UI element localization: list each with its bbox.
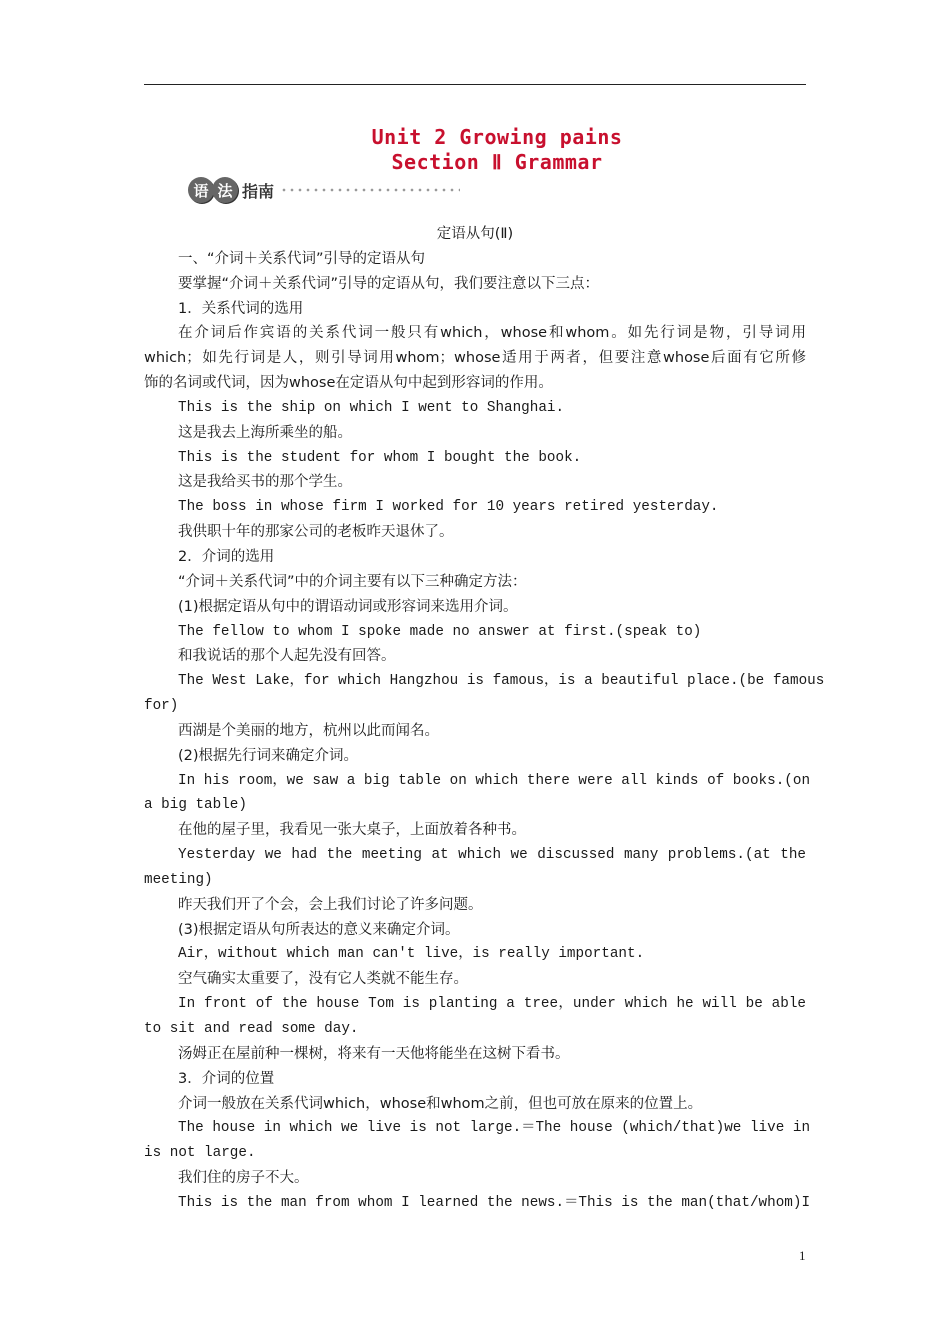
- text-line: 我们住的房子不大。: [178, 1170, 309, 1187]
- text-line: This is the man from whom I learned the news.＝This is the man(that/whom)I: [178, 1194, 811, 1211]
- text-line: This is the student for whom I bought the book.: [178, 449, 582, 466]
- text-line: 一、“介词＋关系代词”引导的定语从句: [178, 250, 426, 267]
- text-line: 和我说话的那个人起先没有回答。: [178, 648, 396, 665]
- text-line: for): [144, 698, 179, 715]
- text-line: (1)根据定语从句中的谓语动词或形容词来选用介词。: [178, 598, 518, 615]
- text-line: 饰的名词或代词，因为whose在定语从句中起到形容词的作用。: [144, 375, 553, 392]
- text-line: In front of the house Tom is planting a tree，under which he will be able: [178, 996, 806, 1013]
- banner-char-1: 语: [188, 177, 214, 203]
- text-line: which；如先行词是人，则引导词用whom；whose适用于两者，但要注意whose后面有它所修: [144, 350, 806, 367]
- text-line: 要掌握“介词＋关系代词”引导的定语从句，我们要注意以下三点：: [178, 275, 600, 292]
- text-line: The boss in whose firm I worked for 10 years retired yesterday.: [178, 499, 719, 516]
- text-line: 1．关系代词的选用: [178, 300, 304, 317]
- text-line: 西湖是个美丽的地方，杭州以此而闻名。: [178, 722, 439, 739]
- text-line: 这是我去上海所乘坐的船。: [178, 424, 352, 441]
- text-line: Air，without which man can't live，is really important.: [178, 946, 645, 963]
- text-line: meeting): [144, 871, 213, 888]
- text-line: The house in which we live is not large.＝The house (which/that)we live in: [178, 1120, 811, 1137]
- text-line: (2)根据先行词来确定介词。: [178, 747, 359, 764]
- grammar-guide-banner: [188, 176, 460, 204]
- banner-dotted-line: [280, 187, 460, 193]
- text-line: 定语从句(Ⅱ): [436, 226, 514, 242]
- text-line: to sit and read some day.: [144, 1021, 359, 1037]
- text-line: The West Lake，for which Hangzhou is famous，is a beautiful place.(be famous: [178, 673, 825, 690]
- text-line: “介词＋关系代词”中的介词主要有以下三种确定方法：: [178, 573, 527, 590]
- text-line: The fellow to whom I spoke made no answer at first.(speak to): [178, 623, 702, 640]
- unit-title: Unit 2 Growing pains: [371, 125, 623, 149]
- text-line: 我供职十年的那家公司的老板昨天退休了。: [178, 524, 454, 541]
- header-rule: [144, 84, 806, 85]
- text-line: 在介词后作宾语的关系代词一般只有which，whose和whom。如先行词是物，引导词用: [178, 325, 806, 342]
- text-line: is not large.: [144, 1145, 256, 1162]
- text-line: a big table): [144, 797, 247, 814]
- document-body: [144, 222, 825, 1216]
- banner-char-2: 法: [212, 177, 238, 203]
- text-line: 昨天我们开了个会，会上我们讨论了许多问题。: [178, 896, 483, 913]
- text-line: 在他的屋子里，我看见一张大桌子，上面放着各种书。: [178, 822, 526, 839]
- text-line: 这是我给买书的那个学生。: [178, 474, 352, 491]
- text-line: This is the ship on which I went to Shanghai.: [178, 399, 565, 416]
- text-line: In his room，we saw a big table on which there were all kinds of books.(on: [178, 772, 811, 789]
- text-line: (3)根据定语从句所表达的意义来确定介词。: [178, 921, 460, 938]
- text-line: 汤姆正在屋前种一棵树，将来有一天他将能坐在这树下看书。: [178, 1045, 570, 1062]
- text-line: Yesterday we had the meeting at which we discussed many problems.(at the: [178, 847, 806, 864]
- text-line: 3．介词的位置: [178, 1070, 275, 1087]
- banner-text: 指南: [242, 181, 275, 201]
- text-line: 2．介词的选用: [178, 548, 275, 565]
- text-line: 空气确实太重要了，没有它人类就不能生存。: [178, 971, 468, 988]
- page-number: 1: [799, 1248, 806, 1263]
- text-line: 介词一般放在关系代词which，whose和whom之前，但也可放在原来的位置上。: [178, 1095, 703, 1112]
- section-title: Section Ⅱ Grammar: [391, 150, 603, 174]
